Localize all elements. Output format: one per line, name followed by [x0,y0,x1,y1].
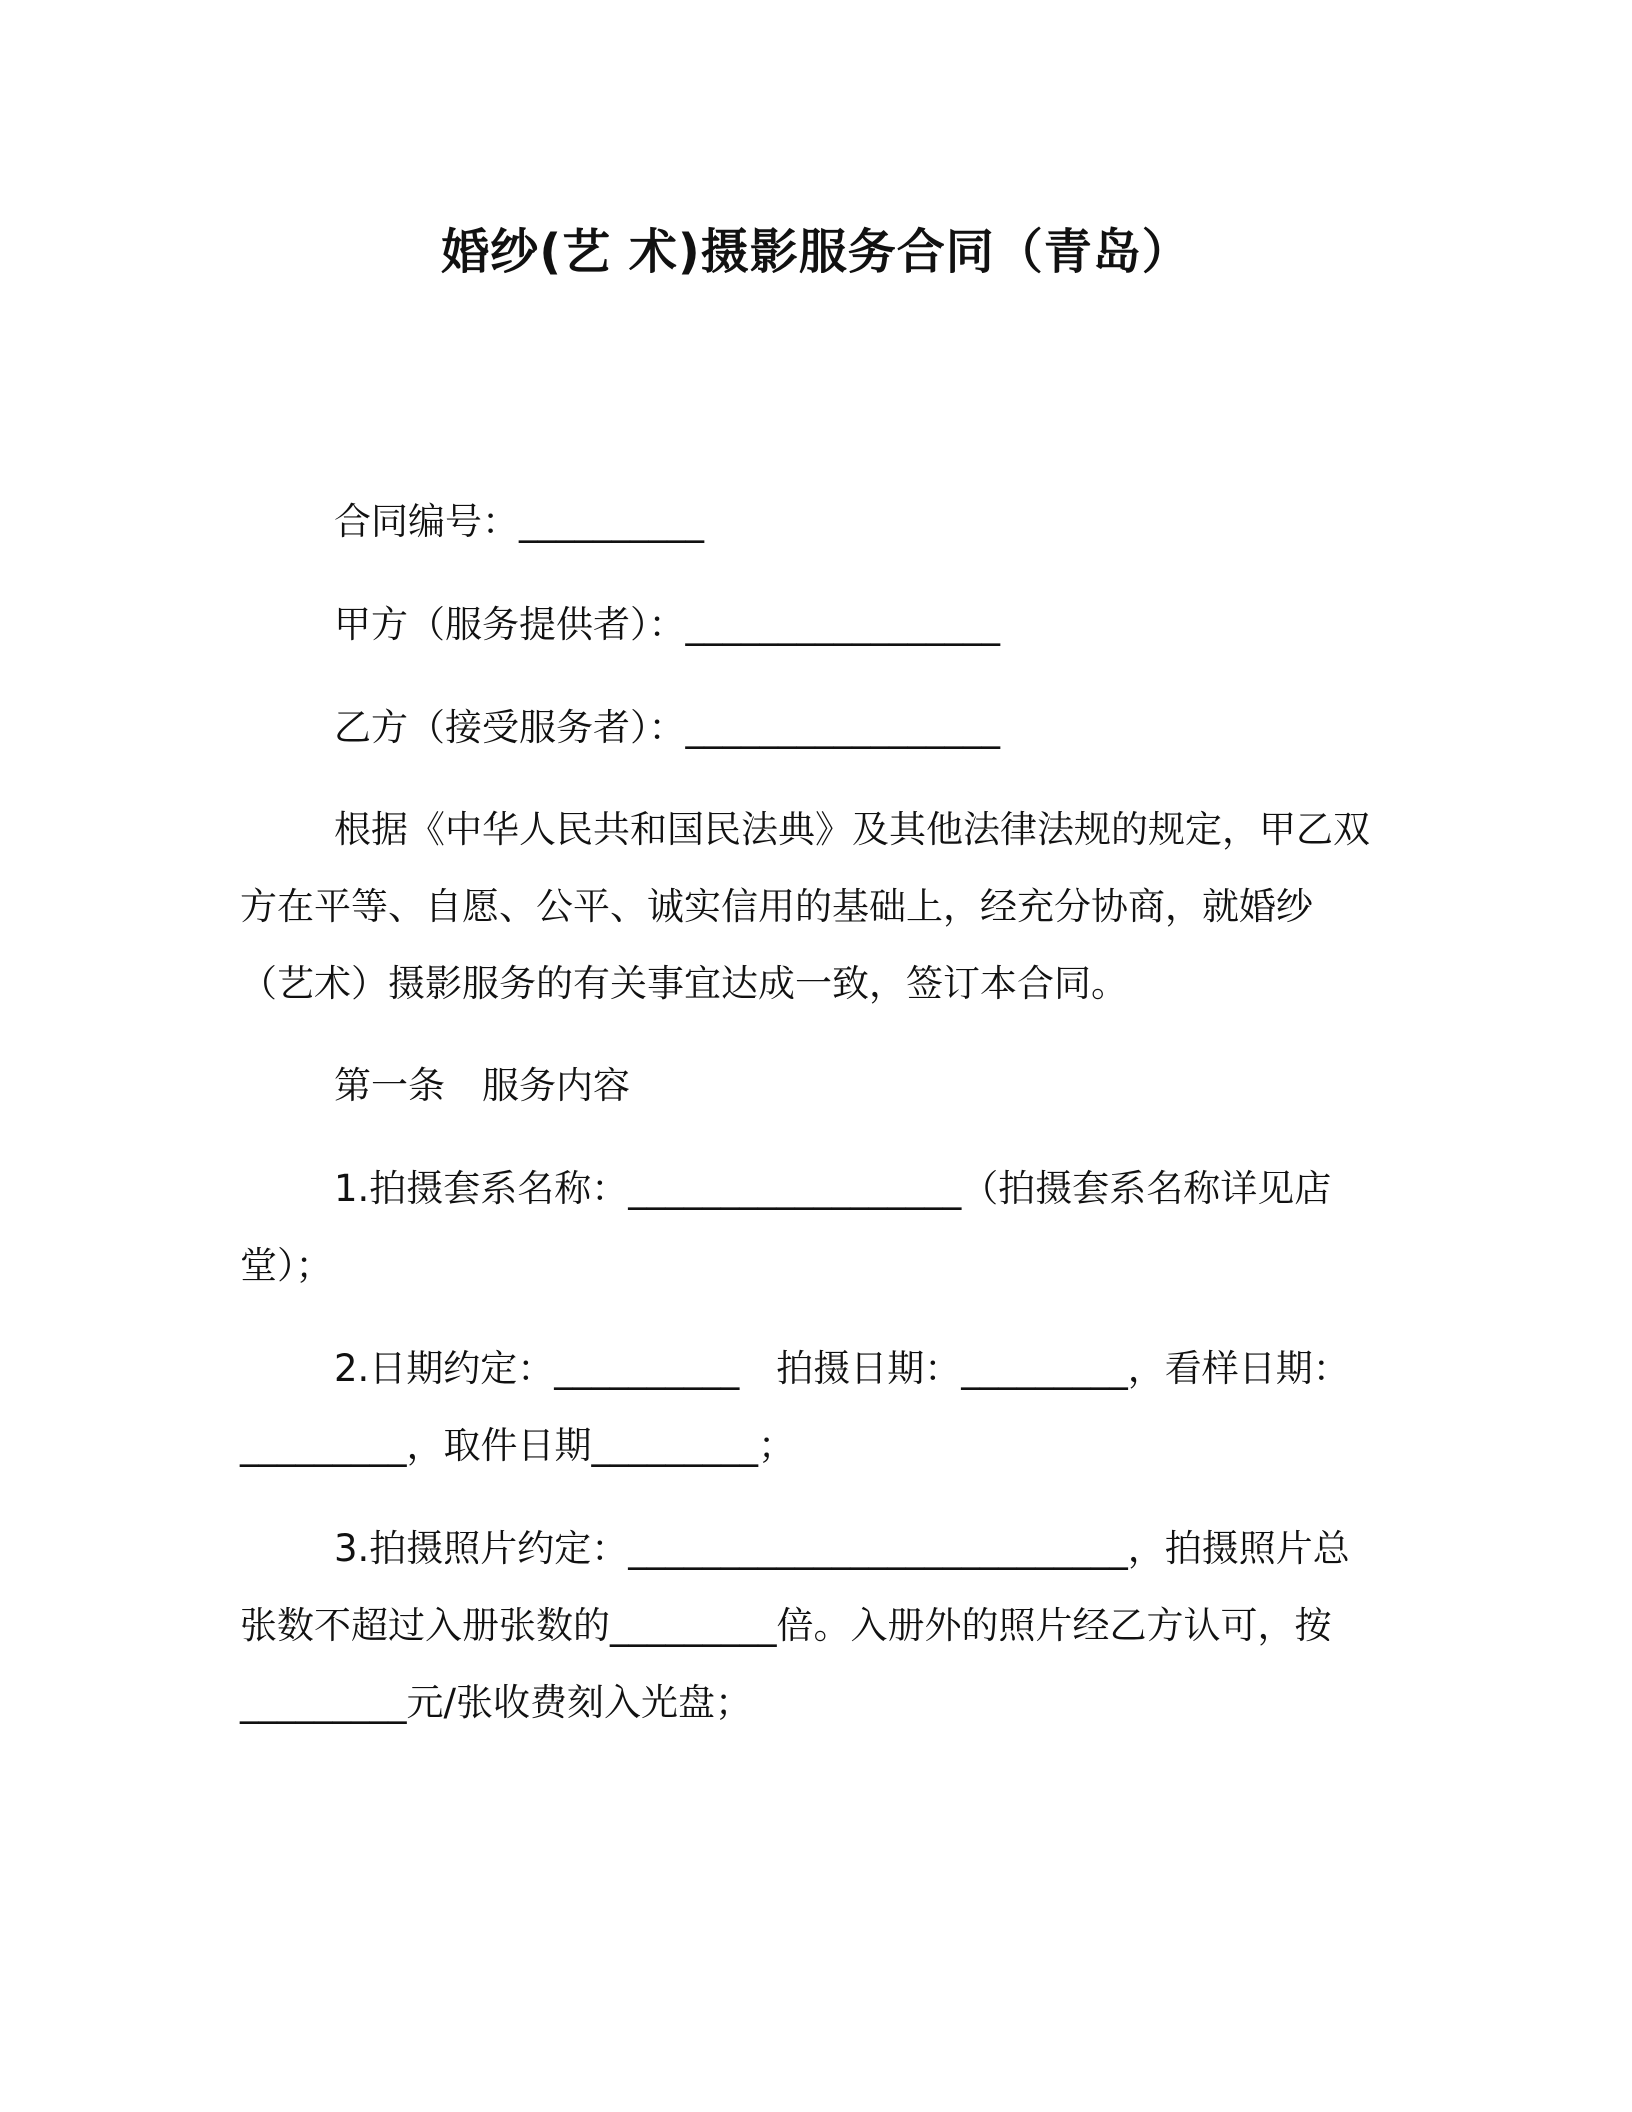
document-title: 婚纱(艺 术)摄影服务合同（青岛） [441,224,1191,280]
item-3-line-1: 3.拍摄照片约定：___________________________，拍摄照片总 [334,1527,1350,1570]
item-3-line-3: _________元/张收费刻入光盘； [240,1681,752,1724]
preamble-line-1: 根据《中华人民共和国民法典》及其他法律法规的规定，甲乙双 [334,808,1370,851]
contract-number-line: 合同编号：__________ [334,500,704,543]
item-1-line-1: 1.拍摄套系名称：__________________（拍摄套系名称详见店 [334,1167,1332,1210]
item-2-line-1: 2.日期约定：__________ 拍摄日期：_________，看样日期： [334,1347,1350,1390]
item-1-line-2: 堂）； [240,1244,333,1287]
article-1-heading: 第一条 服务内容 [334,1064,630,1107]
item-2-line-2: _________，取件日期_________； [240,1424,795,1467]
item-3-line-2: 张数不超过入册张数的_________倍。入册外的照片经乙方认可，按 [240,1604,1332,1647]
party-a-line: 甲方（服务提供者）：_________________ [334,603,1000,646]
preamble-line-3: （艺术）摄影服务的有关事宜达成一致，签订本合同。 [240,962,1128,1005]
preamble-line-2: 方在平等、自愿、公平、诚实信用的基础上，经充分协商，就婚纱 [240,885,1313,928]
party-b-line: 乙方（接受服务者）：_________________ [334,706,1000,749]
